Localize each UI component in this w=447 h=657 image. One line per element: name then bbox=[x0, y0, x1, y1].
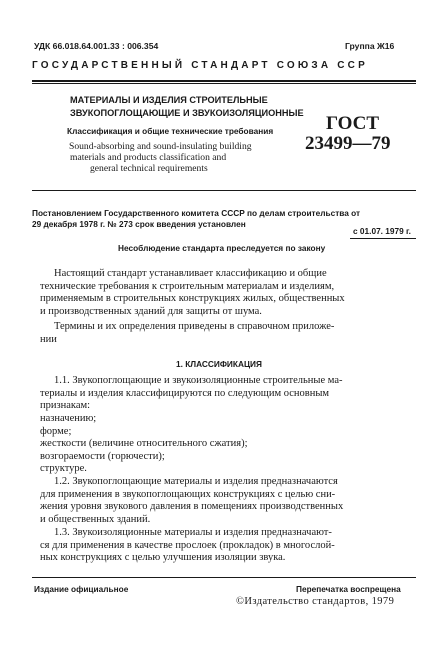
intro-paragraph-1 bbox=[40, 268, 410, 318]
legal-warning: Несоблюдение стандарта преследуется по закону bbox=[118, 243, 326, 253]
intro-paragraph-2 bbox=[40, 321, 410, 346]
paragraph-1-2 bbox=[40, 476, 410, 526]
reprint-notice: Перепечатка воспрещена bbox=[296, 584, 401, 594]
gost-number: 23499—79 bbox=[305, 133, 391, 154]
intro-p1-line: Настоящий стандарт устанавливает классификацию и общие bbox=[54, 268, 327, 279]
title-en-line-2: materials and products classification and bbox=[70, 152, 227, 163]
p13-line: ся для применения в качестве прослоек (прокладок) в многослой- bbox=[40, 539, 335, 551]
title-ru-line-2: ЗВУКОПОГЛОЩАЮЩИЕ И ЗВУКОИЗОЛЯЦИОННЫЕ bbox=[70, 108, 304, 118]
state-standard-banner: ГОСУДАРСТВЕННЫЙ СТАНДАРТ СОЮЗА ССР bbox=[32, 60, 368, 71]
p11-line: териалы и изделия классифицируются по следующим основным bbox=[40, 387, 330, 399]
p11-line: 1.1. Звукопоглощающие и звукоизоляционные строительные ма- bbox=[54, 375, 343, 386]
intro-p1-line: применяемым в строительных конструкциях жилых, общественных bbox=[40, 293, 345, 305]
classification-list bbox=[40, 413, 410, 476]
p12-line: 1.2. Звукопоглощающие материалы и изделия предназначаются bbox=[54, 476, 338, 487]
paragraph-1-3 bbox=[40, 527, 410, 565]
group-code: Группа Ж16 bbox=[345, 41, 395, 51]
intro-p1-line: технические требования к строительным материалам и изделиям, bbox=[40, 280, 335, 292]
decree-line-1: Постановлением Государственного комитета СССР по делам строительства от bbox=[32, 208, 361, 218]
p13-line: 1.3. Звукоизоляционные материалы и изделия предназначают- bbox=[54, 527, 332, 538]
title-divider bbox=[32, 190, 416, 191]
p12-line: жения уровня звукового давления в помещениях производственных bbox=[40, 501, 344, 513]
list-item: жесткости (величине относительного сжатия); bbox=[40, 438, 248, 450]
section-1-heading: 1. КЛАССИФИКАЦИЯ bbox=[176, 359, 262, 369]
title-en-line-1: Sound-absorbing and sound-insulating building bbox=[69, 141, 252, 152]
intro-p2-line: нии bbox=[40, 333, 57, 345]
p11-line: признакам: bbox=[40, 400, 91, 412]
p12-line: и общественных зданий. bbox=[40, 513, 151, 525]
list-item: форме; bbox=[40, 425, 72, 437]
list-item: структуре. bbox=[40, 463, 87, 475]
effective-date: с 01.07. 1979 г. bbox=[353, 226, 411, 236]
title-ru-line-1: МАТЕРИАЛЫ И ИЗДЕЛИЯ СТРОИТЕЛЬНЫЕ bbox=[70, 95, 268, 105]
list-item: назначению; bbox=[40, 413, 97, 424]
copyright: ©Издательство стандартов, 1979 bbox=[236, 596, 395, 607]
effective-date-underline bbox=[350, 238, 416, 239]
udk-code: УДК 66.018.64.001.33 : 006.354 bbox=[34, 41, 159, 51]
list-item: возгораемости (горючести); bbox=[40, 450, 165, 462]
intro-p1-line: и производственных зданий для защиты от шума. bbox=[40, 305, 262, 317]
decree-line-2: 29 декабря 1978 г. № 273 срок введения установлен bbox=[32, 219, 246, 229]
subtitle: Классификация и общие технические требования bbox=[67, 126, 274, 136]
footer-rule bbox=[32, 577, 416, 578]
intro-p2-line: Термины и их определения приведены в справочном приложе- bbox=[54, 321, 335, 332]
header-rule-top bbox=[32, 80, 416, 82]
p13-line: ных конструкциях с целью улучшения изоляции звука. bbox=[40, 552, 286, 564]
official-edition: Издание официальное bbox=[34, 584, 129, 594]
header-rule-bottom bbox=[32, 83, 416, 84]
paragraph-1-1 bbox=[40, 375, 410, 413]
p12-line: для применения в звукопоглощающих конструкциях с целью сни- bbox=[40, 488, 336, 500]
title-en-line-3: general technical requirements bbox=[90, 163, 208, 174]
gost-label: ГОСТ bbox=[326, 113, 380, 134]
